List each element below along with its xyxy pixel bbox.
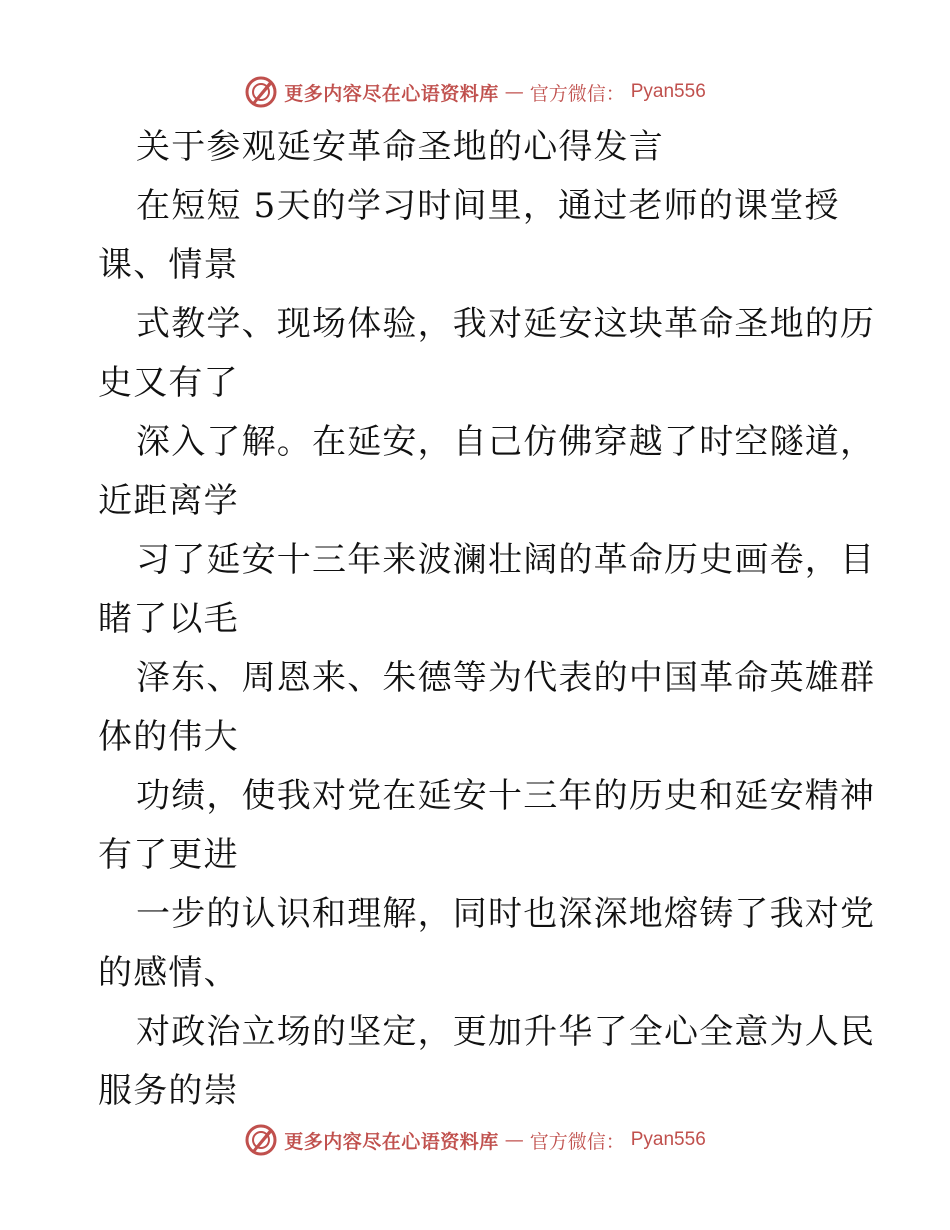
footer-banner-text: 更多内容尽在心语资料库: [284, 1130, 499, 1153]
footer-banner-dash: —: [504, 1129, 524, 1151]
footer-wechat-id: Pyan556: [630, 1129, 706, 1150]
paragraph-line: 功绩，使我对党在延安十三年的历史和延安精神: [136, 776, 876, 816]
paragraph-line: 的感情、: [98, 953, 239, 993]
paragraph-line: 式教学、现场体验，我对延安这块革命圣地的历: [136, 304, 876, 344]
paragraph-line: 服务的崇: [98, 1071, 239, 1111]
paragraph-line: 对政治立场的坚定，更加升华了全心全意为人民: [136, 1012, 876, 1052]
paragraph-line: 泽东、周恩来、朱德等为代表的中国革命英雄群: [136, 658, 876, 698]
header-wechat-label: 官方微信：: [529, 82, 625, 105]
header-wechat-id: Pyan556: [630, 81, 706, 102]
paragraph-line: 深入了解。在延安，自己仿佛穿越了时空隧道，: [136, 422, 876, 462]
paragraph-line: 有了更进: [98, 835, 239, 875]
paragraph-line: 近距离学: [98, 481, 239, 521]
paragraph-line: 一步的认识和理解，同时也深深地熔铸了我对党: [136, 894, 876, 934]
paragraph-line: 习了延安十三年来波澜壮阔的革命历史画卷，目: [136, 540, 876, 580]
paragraph-line: 在短短 5天的学习时间里，通过老师的课堂授: [136, 186, 840, 226]
footer-wechat-label: 官方微信：: [529, 1130, 625, 1153]
quill-seal-icon: [244, 75, 278, 109]
header-banner-text: 更多内容尽在心语资料库: [284, 82, 499, 105]
paragraph-line: 体的伟大: [98, 717, 239, 757]
paragraph-line: 课、情景: [98, 245, 239, 285]
paragraph-line: 睹了以毛: [98, 599, 239, 639]
footer-banner: [0, 1120, 950, 1160]
paragraph-line: 史又有了: [98, 363, 239, 403]
header-banner: [0, 72, 950, 112]
header-banner-dash: —: [504, 81, 524, 103]
document-title: 关于参观延安革命圣地的心得发言: [136, 127, 664, 167]
document-body: [98, 118, 876, 1121]
quill-seal-icon: [244, 1123, 278, 1157]
